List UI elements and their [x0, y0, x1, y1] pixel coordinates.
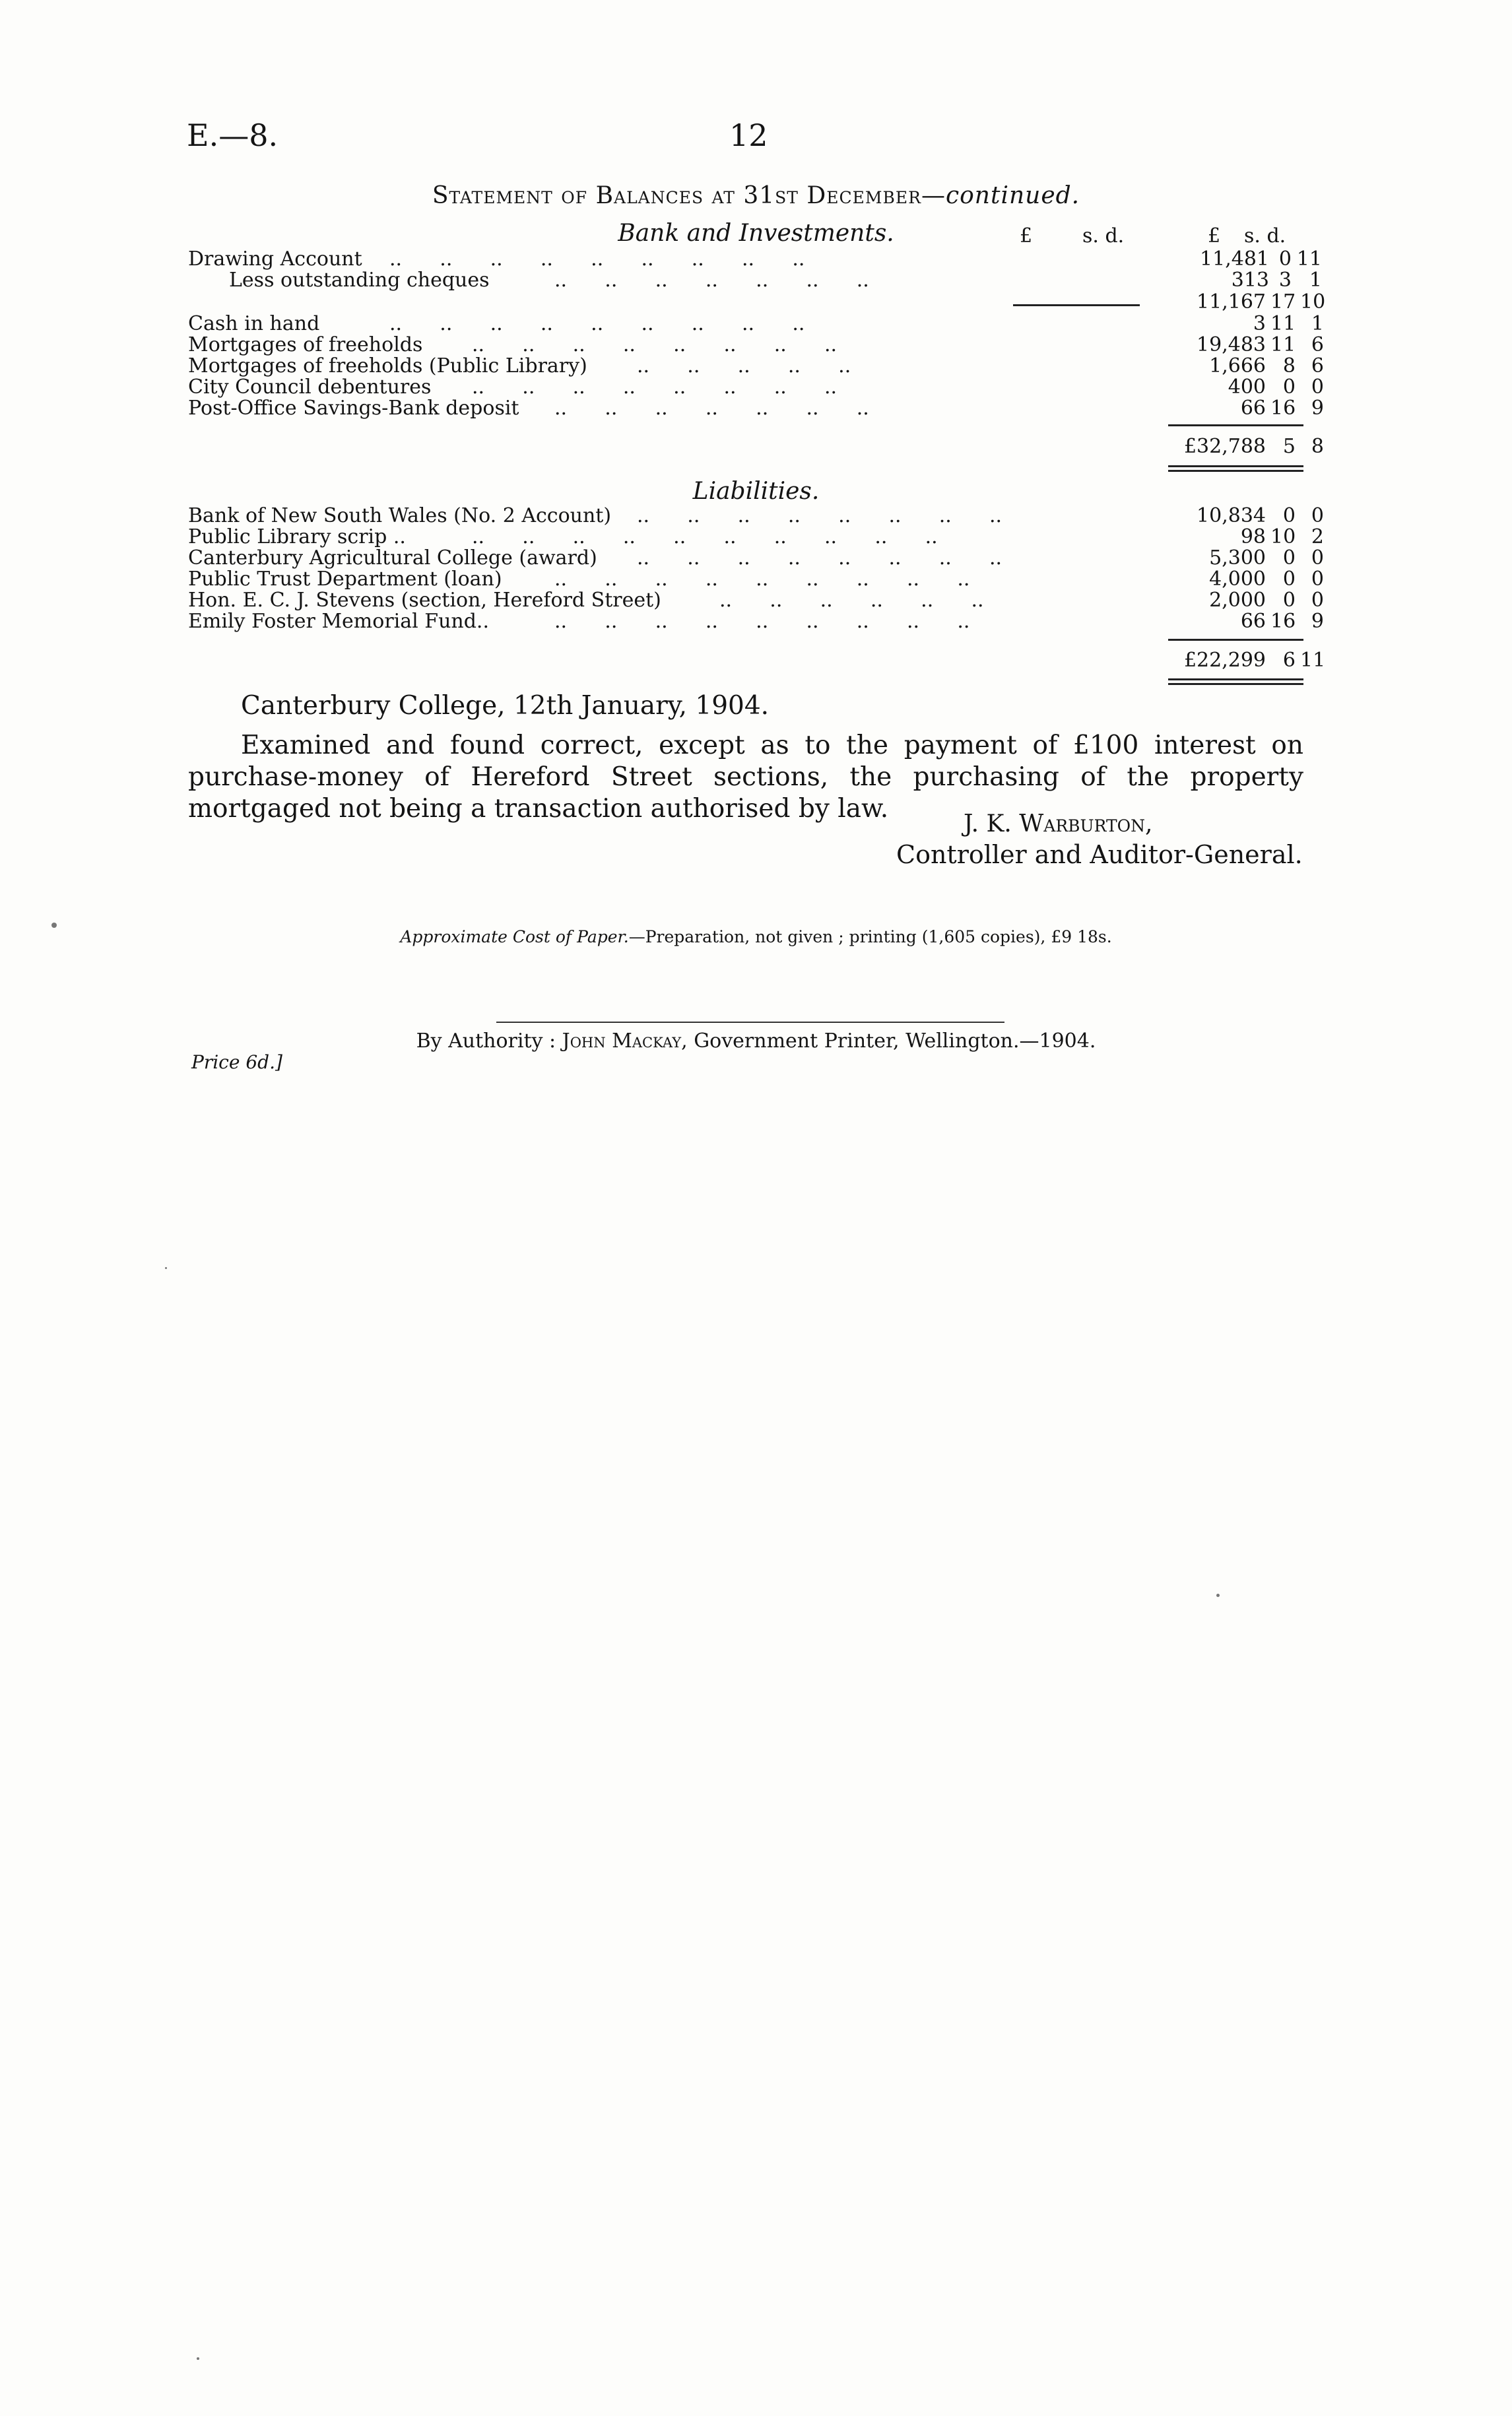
- outer-pounds: 66: [1240, 397, 1266, 420]
- outer-pounds: 98: [1240, 525, 1266, 548]
- outer-shillings: 16: [1270, 610, 1296, 633]
- outer-shillings: 0: [1282, 568, 1296, 591]
- table-row: Mortgages of freeholds (Public Library) .. .. .. .. .. 1,666 8 6: [188, 354, 1324, 377]
- row-label: Post-Office Savings-Bank deposit: [188, 397, 519, 420]
- outer-shillings: 0: [1282, 589, 1296, 612]
- table-row: City Council debentures .. .. .. .. .. .. .. .. 400 0 0: [188, 375, 1324, 399]
- table-row: Public Library scrip .. .. .. .. .. .. .. .. .. .. .. 98 10 2: [188, 525, 1324, 548]
- outer-pounds: 4,000: [1209, 568, 1266, 591]
- row-label: Canterbury Agricultural College (award): [188, 546, 597, 570]
- outer-sd-column-heading: s. d.: [1244, 224, 1286, 247]
- inner-pence: 11: [1296, 247, 1322, 271]
- row-label: Public Library scrip ..: [188, 525, 406, 548]
- cost-label: Approximate Cost of Paper.: [400, 927, 629, 946]
- row-label: Public Trust Department (loan): [188, 568, 502, 591]
- cost-of-paper-note: [0, 927, 1512, 946]
- bank-total-shillings: 5: [1282, 435, 1296, 458]
- inner-sd-column-heading: s. d.: [1082, 224, 1125, 247]
- scan-speck: [165, 1267, 167, 1269]
- outer-pounds: 5,300: [1209, 546, 1266, 570]
- liabilities-total-rule-top: [1168, 639, 1303, 641]
- bank-total-rule-top: [1168, 424, 1303, 426]
- table-row-net-drawing: [188, 290, 1326, 313]
- bank-total-row: [188, 435, 1324, 458]
- outer-pence: 10: [1300, 290, 1326, 313]
- signatory-name: J. K. Warburton,: [964, 810, 1153, 837]
- bank-investments-heading: Bank and Investments.: [618, 220, 894, 247]
- row-label: Mortgages of freeholds: [188, 333, 423, 356]
- row-label: Emily Foster Memorial Fund..: [188, 610, 490, 633]
- outer-shillings: 11: [1270, 333, 1296, 356]
- outer-pence: 6: [1311, 333, 1324, 356]
- outer-pence: 2: [1311, 525, 1324, 548]
- outer-pence: 0: [1311, 546, 1324, 570]
- printer-authority-line: [0, 1029, 1512, 1053]
- outer-pence: 1: [1311, 312, 1324, 335]
- table-row: Public Trust Department (loan) .. .. .. .. .. .. .. .. .. 4,000 0 0: [188, 568, 1324, 591]
- row-label: Bank of New South Wales (No. 2 Account): [188, 504, 612, 527]
- outer-pounds: 1,666: [1209, 354, 1266, 377]
- row-label: Drawing Account: [188, 247, 362, 271]
- table-row-drawing-account: Drawing Account .. .. .. .. .. .. .. .. .. 11,481 0 11: [188, 247, 1322, 271]
- row-label: Mortgages of freeholds (Public Library): [188, 354, 587, 377]
- statement-title-main: Statement of Balances at 31st December—: [432, 182, 946, 209]
- statement-title-suffix: continued.: [945, 182, 1080, 209]
- examined-paragraph: Examined and found correct, except as to the payment of £100 interest on purchase-money of Hereford Street sections, the purchasing of the property mortgaged not being a transaction authorised by law.: [188, 731, 1303, 824]
- scan-speck: [51, 923, 57, 928]
- authority-suffix: Government Printer, Wellington.—1904.: [687, 1029, 1096, 1053]
- outer-pounds: 19,483: [1197, 333, 1266, 356]
- inner-pence: 1: [1309, 269, 1322, 292]
- authority-prefix: By Authority :: [416, 1029, 562, 1053]
- table-row: Hon. E. C. J. Stevens (section, Hereford Street) .. .. .. .. .. .. 2,000 0 0: [188, 589, 1324, 612]
- table-row: Canterbury Agricultural College (award) .. .. .. .. .. .. .. .. 5,300 0 0: [188, 546, 1324, 570]
- outer-shillings: 17: [1270, 290, 1296, 313]
- liabilities-total-row: [188, 649, 1326, 672]
- bank-total-pounds: £32,788: [1183, 435, 1266, 458]
- liabilities-total-pence: 11: [1300, 649, 1326, 672]
- row-label: City Council debentures: [188, 375, 432, 399]
- row-label: Cash in hand: [188, 312, 320, 335]
- inner-pound-column-heading: £: [1020, 224, 1033, 247]
- scan-speck: [197, 2357, 199, 2360]
- page-number: 12: [729, 117, 768, 153]
- outer-shillings: 0: [1282, 504, 1296, 527]
- inner-shillings: 3: [1278, 269, 1292, 292]
- table-row-less-outstanding: Less outstanding cheques .. .. .. .. .. .. .. 313 3 1: [229, 269, 1322, 292]
- liabilities-total-double-rule: [1168, 678, 1303, 685]
- cost-text: —Preparation, not given ; printing (1,605 copies), £9 18s.: [628, 927, 1112, 946]
- outer-pence: 0: [1311, 589, 1324, 612]
- inner-pounds: 313: [1231, 269, 1269, 292]
- row-label: Hon. E. C. J. Stevens (section, Hereford Street): [188, 589, 661, 612]
- outer-pounds: 10,834: [1197, 504, 1266, 527]
- liabilities-heading: Liabilities.: [692, 478, 820, 505]
- table-row: Emily Foster Memorial Fund.. .. .. .. .. .. .. .. .. .. 66 16 9: [188, 610, 1324, 633]
- outer-pounds: 400: [1228, 375, 1266, 399]
- row-label: Less outstanding cheques: [229, 269, 490, 292]
- outer-pence: 0: [1311, 375, 1324, 399]
- outer-shillings: 0: [1282, 375, 1296, 399]
- outer-pence: 0: [1311, 568, 1324, 591]
- document-code: E.—8.: [187, 117, 279, 153]
- inner-shillings: 0: [1278, 247, 1292, 271]
- liabilities-total-pounds: £22,299: [1183, 649, 1266, 672]
- outer-pounds: 66: [1240, 610, 1266, 633]
- outer-shillings: 11: [1270, 312, 1296, 335]
- table-row: Cash in hand .. .. .. .. .. .. .. .. .. 3 11 1: [188, 312, 1324, 335]
- table-row: Bank of New South Wales (No. 2 Account) .. .. .. .. .. .. .. .. 10,834 0 0: [188, 504, 1324, 527]
- date-line: Canterbury College, 12th January, 1904.: [241, 691, 770, 721]
- outer-shillings: 10: [1270, 525, 1296, 548]
- scan-speck: [1216, 1594, 1220, 1597]
- statement-title: [0, 182, 1512, 209]
- price-note: Price 6d.]: [191, 1051, 282, 1073]
- outer-shillings: 0: [1282, 546, 1296, 570]
- outer-pence: 6: [1311, 354, 1324, 377]
- footer-rule: [496, 1022, 1004, 1023]
- outer-shillings: 16: [1270, 397, 1296, 420]
- outer-pence: 9: [1311, 397, 1324, 420]
- signatory-title: Controller and Auditor-General.: [896, 840, 1303, 869]
- outer-shillings: 8: [1282, 354, 1296, 377]
- inner-pounds: 11,481: [1200, 247, 1269, 271]
- outer-pence: 9: [1311, 610, 1324, 633]
- outer-pounds: 3: [1253, 312, 1266, 335]
- printer-name: John Mackay,: [562, 1029, 688, 1053]
- outer-pound-column-heading: £: [1208, 224, 1221, 247]
- outer-pounds: 11,167: [1197, 290, 1266, 313]
- liabilities-total-shillings: 6: [1282, 649, 1296, 672]
- outer-pence: 0: [1311, 504, 1324, 527]
- bank-total-pence: 8: [1311, 435, 1324, 458]
- bank-total-double-rule: [1168, 465, 1303, 472]
- table-row: Post-Office Savings-Bank deposit .. .. .. .. .. .. .. 66 16 9: [188, 397, 1324, 420]
- table-row: Mortgages of freeholds .. .. .. .. .. .. .. .. 19,483 11 6: [188, 333, 1324, 356]
- outer-pounds: 2,000: [1209, 589, 1266, 612]
